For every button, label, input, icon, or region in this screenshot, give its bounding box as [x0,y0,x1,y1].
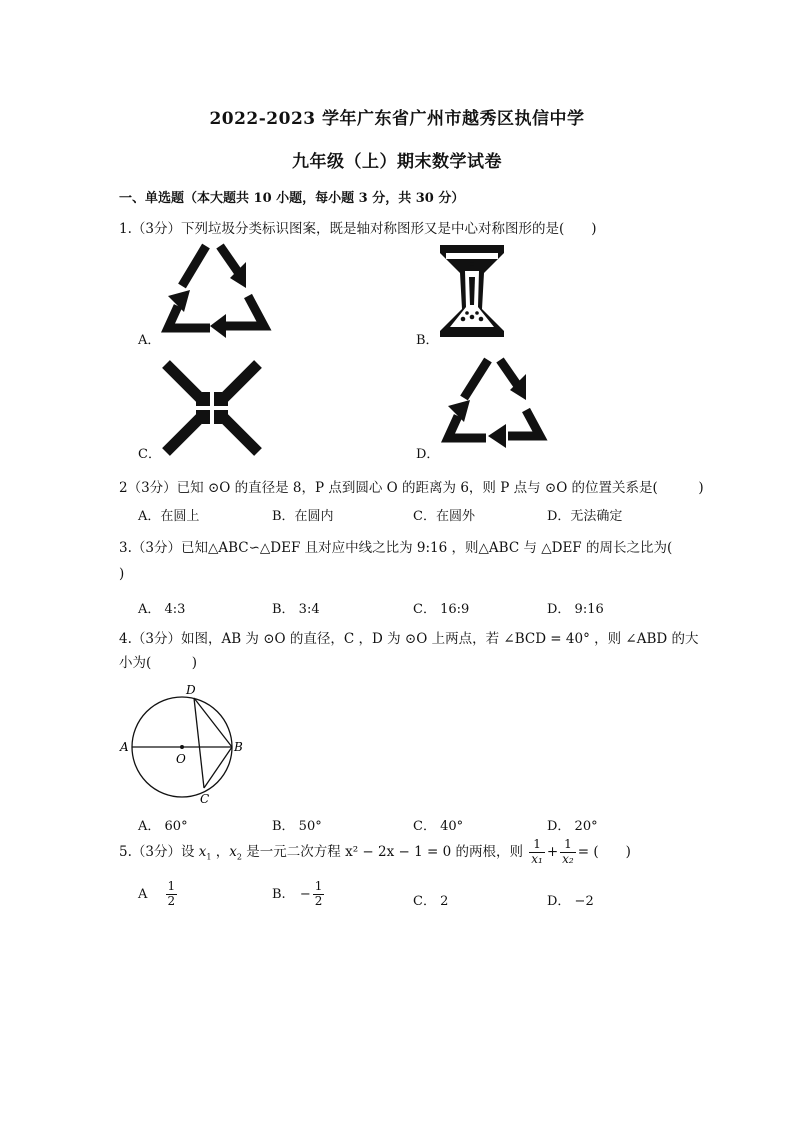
q1-option-d: D． [416,447,440,462]
q4-option-d: D． 20° [547,819,598,834]
q5-sep: ， [211,843,230,860]
q5-option-a-label: A [138,886,148,902]
inward-arrows-cross-icon [158,358,266,458]
q5-frac1-num: 1 [529,838,545,853]
q3-option-c: C． 16:9 [413,602,470,617]
exam-title-line2: 九年级（上）期末数学试卷 [292,152,502,172]
q2-option-a: A．在圆上 [138,509,200,524]
q2-option-d: D．无法确定 [547,509,623,524]
point-a-label: A [120,740,129,754]
q5-option-a-den: 2 [167,893,176,908]
q5-x2: x [229,843,237,860]
q1-option-a: A． [138,333,161,348]
q5-option-b-fraction [313,880,325,909]
q5-x1-sub: 1 [206,852,212,862]
q4-option-a: A． 60° [138,819,188,834]
q5-option-b-label: B. [272,886,286,902]
q4-stem: 4.（3分）如图，AB 为 ⊙O 的直径，C ，D 为 ⊙O 上两点，若 ∠BCD = 40° ，则 ∠ABD 的大 [119,631,699,647]
q5-option-d: D． −2 [547,894,594,909]
exam-title-line1: 2022-2023 学年广东省广州市越秀区执信中学 [209,109,585,129]
q5-plus: + [546,843,559,860]
q4-option-c: C． 40° [413,819,464,834]
q5-option-b [272,880,326,909]
point-o-label: O [176,752,186,766]
hourglass-icon [436,241,508,341]
section-heading: 一、单选题（本大题共 10 小题，每小题 3 分，共 30 分） [119,191,465,206]
q3-option-a: A． 4:3 [138,602,186,617]
q3-stem: 3.（3分）已知△ABC∽△DEF 且对应中线之比为 9:16 ，则△ABC 与 △DEF 的周长之比为( [119,540,673,556]
point-d-label: D [186,683,196,697]
q5-x1: x [198,843,207,860]
q1-option-c: C． [138,447,161,462]
q5-stem-start: 5.（3分）设 [119,843,199,860]
recycle-triangle-d-icon [440,352,548,452]
q2-stem: 2（3分）已知 ⊙O 的直径是 8，P 点到圆心 O 的距离为 6，则 P 点与 ⊙O 的位置关系是( ) [119,480,704,496]
q5-frac2-num: 1 [560,838,576,853]
q5-stem [119,838,631,867]
q3-stem-cont: ) [119,566,125,582]
q2-option-c: C．在圆外 [413,509,475,524]
q5-stem-mid: 是一元二次方程 x² − 2x − 1 = 0 的两根，则 [242,843,523,860]
q3-option-b: B． 3:4 [272,602,320,617]
q3-option-d: D． 9:16 [547,602,604,617]
q2-option-b: B．在圆内 [272,509,334,524]
q5-stem-end: = ( ) [577,843,631,860]
q5-fraction-2 [560,838,576,867]
q5-frac2-den: x₂ [562,851,574,866]
q5-x2-sub: 2 [236,852,242,862]
point-c-label: C [200,792,210,806]
q1-stem: 1.（3分）下列垃圾分类标识图案，既是轴对称图形又是中心对称图形的是( ) [119,221,597,237]
q5-frac1-den: x₁ [531,851,543,866]
q5-option-a-num: 1 [167,879,176,893]
point-b-label: B [234,740,243,754]
q5-option-b-num: 1 [314,879,323,893]
q4-stem-cont: 小为( ) [119,655,198,671]
q5-option-b-den: 2 [314,893,323,908]
q5-option-b-sign: − [299,886,311,902]
q5-option-c: C． 2 [413,894,449,909]
q5-option-a-fraction [166,880,178,909]
q4-circle-diagram [116,680,256,810]
q1-option-b: B． [416,333,439,348]
q4-option-b: B． 50° [272,819,322,834]
q5-fraction-1 [529,838,545,867]
recycle-triangle-a-icon [158,240,273,340]
q5-option-a [138,880,179,909]
